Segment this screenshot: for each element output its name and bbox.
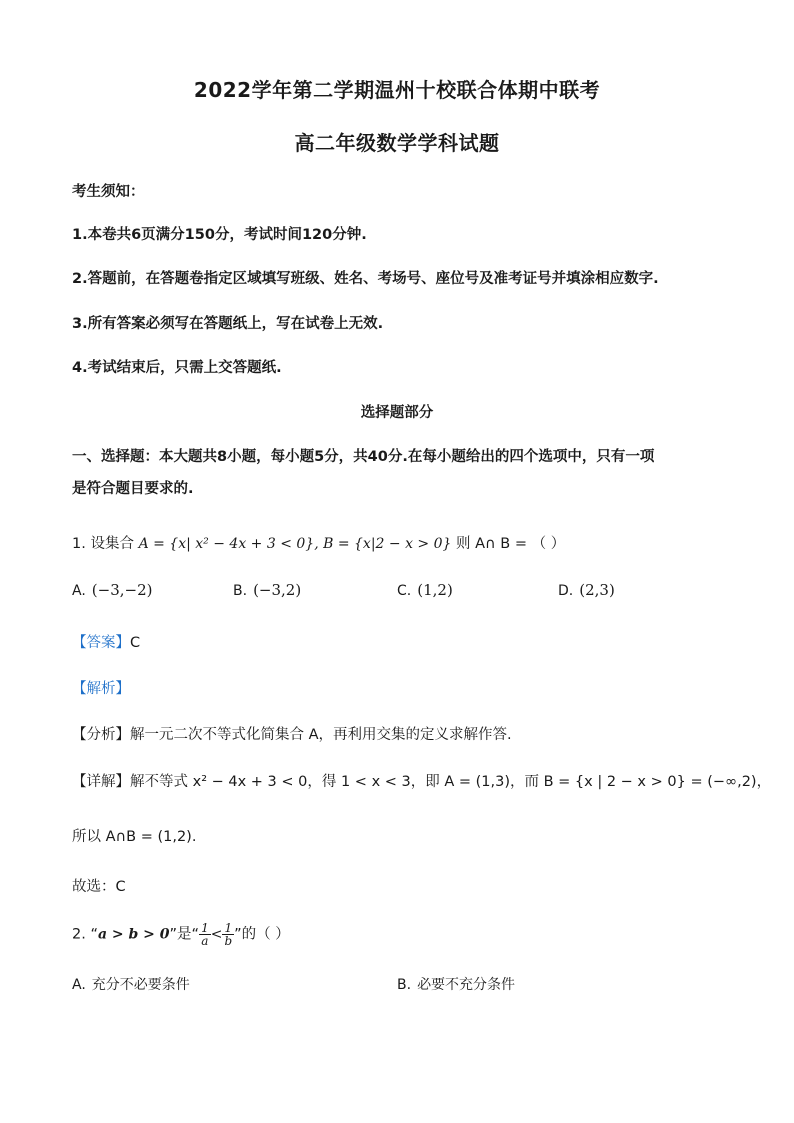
fenxi-text: 解一元二次不等式化简集合 A，再利用交集的定义求解作答. [130,727,512,743]
question-1-fenxi [72,723,512,744]
section-instructions-line2: 是符合题目要求的. [72,481,194,497]
question-2-stem: 2. “a > b > 0”是“ $\frac{1}{a}$ < $\frac{1}{b}$ ”的（ ） [72,921,290,948]
question-1-conclusion: 所以 A∩B = (1,2). [72,829,197,845]
question-1-option-a: A. (−3,−2) [72,581,153,599]
exam-subtitle: 高二年级数学学科试题 [294,131,500,155]
question-1-analysis [72,677,130,698]
fraction-1-over-a: $\frac{1}{a}$ [201,921,209,948]
notice-item-1: 1.本卷共6页满分150分，考试时间120分钟. [72,227,367,243]
exam-title: 2022学年第二学期温州十校联合体期中联考 [193,78,601,102]
question-2-option-b: B. 必要不充分条件 [397,977,516,993]
notice-item-4: 4.考试结束后，只需上交答题纸. [72,360,282,376]
question-2-condition: a > b > 0 [97,926,170,943]
notice-item-3: 3.所有答案必须写在答题纸上，写在试卷上无效. [72,316,384,332]
question-1-option-b: B. (−3,2) [233,581,302,599]
section-instructions-line1: 一、选择题：本大题共8小题，每小题5分，共40分.在每小题给出的四个选项中，只有一项 [72,449,655,465]
fenxi-tag: 【分析】 [72,727,130,743]
question-1-option-d: D. (2,3) [558,581,615,599]
section-heading: 选择题部分 [360,405,434,421]
question-1-stem [72,532,565,553]
question-1-answer [72,631,140,652]
detail-text: 解不等式 x² − 4x + 3 < 0，得 1 < x < 3，即 A = (1,3)，而 B = {x | 2 − x > 0} = (−∞,2)， [130,774,772,790]
question-1-number: 1. 设集合 [72,536,134,552]
detail-tag: 【详解】 [72,774,130,790]
analysis-tag: 【解析】 [72,681,130,697]
notice-item-2: 2.答题前，在答题卷指定区域填写班级、姓名、考场号、座位号及准考证号并填涂相应数字. [72,271,659,287]
notice-heading: 考生须知： [72,184,145,200]
answer-value: C [130,635,141,651]
question-2-option-a: A. 充分不必要条件 [72,977,190,993]
question-1-result: 故选：C [72,879,126,895]
question-1-sets: A = {x| x² − 4x + 3 < 0}, B = {x|2 − x > 0} [138,536,452,552]
question-1-option-c: C. (1,2) [397,581,453,599]
question-1-detail [72,770,771,791]
question-1-tail: 则 A∩ B = （ ） [456,536,566,552]
answer-tag: 【答案】 [72,635,130,651]
fraction-1-over-b: $\frac{1}{b}$ [224,921,233,948]
